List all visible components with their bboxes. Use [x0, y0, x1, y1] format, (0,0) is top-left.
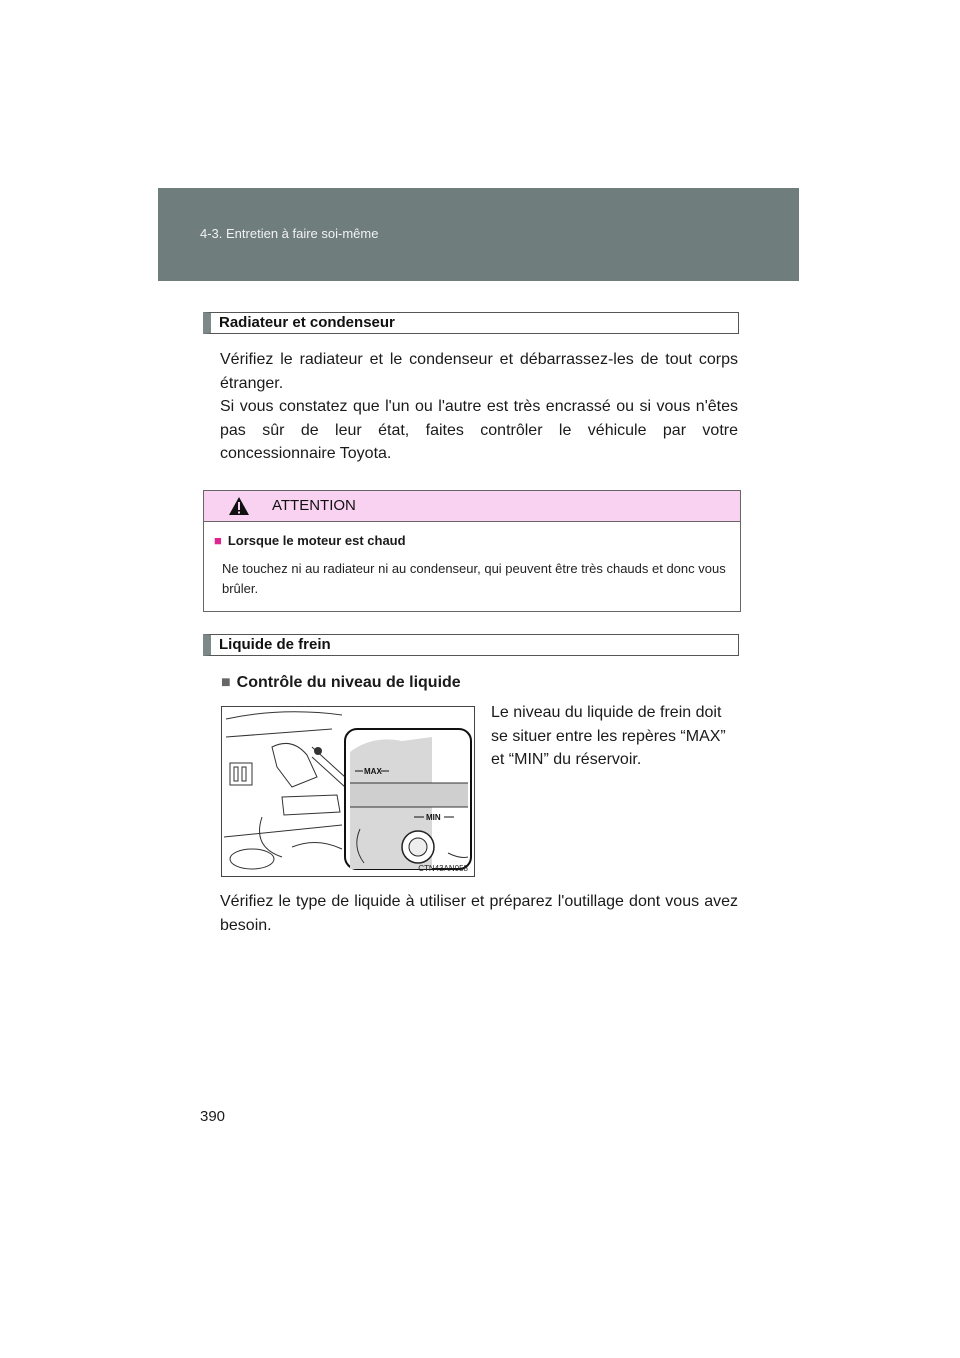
engine-bay-illustration [222, 707, 475, 877]
max-mark-label: MAX [364, 767, 382, 776]
brake-reservoir-figure [221, 706, 475, 877]
bullet-square-icon: ■ [221, 674, 231, 691]
warning-triangle-icon [228, 496, 250, 521]
radiator-paragraph-1: Vérifiez le radiateur et le condenseur et débarrassez-les de tout corps étranger. [220, 351, 738, 392]
attention-header [204, 491, 740, 522]
brake-level-text: Le niveau du liquide de frein doit se situer entre les repères “MAX” et “MIN” du réservoir. [491, 704, 726, 768]
attention-item-title: ■ Lorsque le moteur est chaud [214, 533, 406, 548]
bullet-square-icon: ■ [214, 533, 222, 548]
min-mark-label: MIN [426, 813, 441, 822]
attention-item-text: Ne touchez ni au radiateur ni au condenseur, qui peuvent être très chauds et donc vous brûler. [222, 561, 726, 596]
section-title-radiator: Radiateur et condenseur [203, 312, 739, 334]
brake-paragraph-1: Vérifiez le type de liquide à utiliser et préparez l'outillage dont vous avez besoin. [220, 893, 738, 934]
brake-subtitle: ■ Contrôle du niveau de liquide [221, 674, 461, 691]
section-title-brake: Liquide de frein [203, 634, 739, 656]
attention-box [203, 490, 741, 612]
figure-code: CTN43AN058 [418, 864, 468, 873]
page-number: 390 [200, 1108, 226, 1125]
section-breadcrumb: 4-3. Entretien à faire soi-même [200, 226, 379, 241]
radiator-paragraph-2: Si vous constatez que l'un ou l'autre est très encrassé ou si vous n'êtes pas sûr de leur état, faites contrôler le véhicule par votre concessionnaire Toyota. [220, 398, 738, 462]
attention-title: ATTENTION [272, 497, 356, 514]
